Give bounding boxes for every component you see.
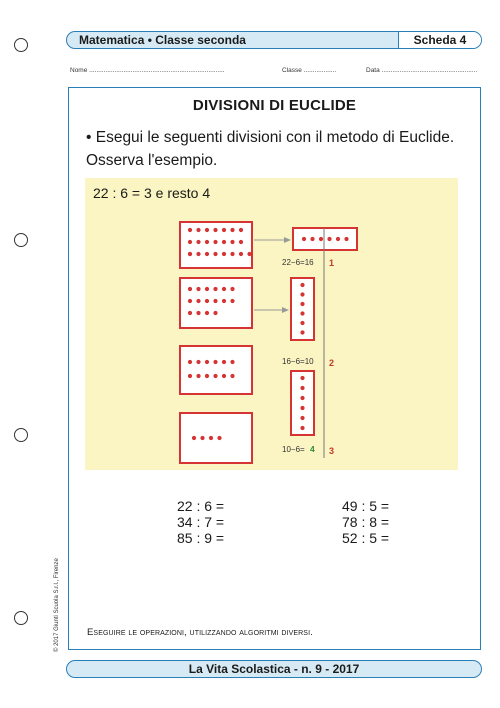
dot xyxy=(213,311,217,315)
exercise-item[interactable]: 22 : 6 = xyxy=(177,498,225,514)
step-count-2: 2 xyxy=(329,358,335,368)
dot xyxy=(239,252,243,256)
dot xyxy=(300,283,304,287)
dots-box-4 xyxy=(180,413,252,463)
example-equation: 22 : 6 = 3 e resto 4 xyxy=(93,185,211,201)
dot xyxy=(196,252,200,256)
dot xyxy=(196,299,200,303)
dot xyxy=(205,299,209,303)
step-result-3: 4 xyxy=(310,444,315,454)
exercises-right xyxy=(342,498,389,546)
dot xyxy=(300,330,304,334)
dot xyxy=(230,360,234,364)
dot xyxy=(188,299,192,303)
sheet-number: Scheda 4 xyxy=(398,32,481,48)
dot xyxy=(222,299,226,303)
exercise-item[interactable]: 85 : 9 = xyxy=(177,530,225,546)
dot xyxy=(205,240,209,244)
dot xyxy=(188,252,192,256)
dot xyxy=(300,321,304,325)
dot xyxy=(205,311,209,315)
dot xyxy=(196,360,200,364)
exercise-item[interactable]: 52 : 5 = xyxy=(342,530,390,546)
dot xyxy=(222,228,226,232)
dot xyxy=(188,360,192,364)
dots-box-10 xyxy=(180,346,252,394)
exercise-item[interactable]: 34 : 7 = xyxy=(177,514,225,530)
dot xyxy=(196,287,200,291)
dot xyxy=(300,292,304,296)
dot xyxy=(300,376,304,380)
dot xyxy=(302,237,306,241)
class-field[interactable]: Classe .................. xyxy=(282,67,337,74)
dot xyxy=(247,252,251,256)
dot xyxy=(230,228,234,232)
dot xyxy=(188,287,192,291)
dot xyxy=(230,299,234,303)
dot xyxy=(196,311,200,315)
step-count-3: 3 xyxy=(329,446,335,456)
dot xyxy=(300,386,304,390)
page-title: DIVISIONI DI EUCLIDE xyxy=(192,97,357,114)
dot xyxy=(188,228,192,232)
step-count-1: 1 xyxy=(329,258,335,268)
arrowhead-1 xyxy=(284,237,291,243)
dot xyxy=(209,436,213,440)
footer-text: La Vita Scolastica - n. 9 - 2017 xyxy=(188,662,360,676)
exercises-left xyxy=(177,498,224,546)
dot xyxy=(213,287,217,291)
dot xyxy=(300,302,304,306)
footnote-text: Eseguire le operazioni, utilizzando algoritmi diversi. xyxy=(87,627,313,638)
dot xyxy=(300,311,304,315)
dot xyxy=(205,228,209,232)
dot xyxy=(310,237,314,241)
step-calc-3: 10−6= xyxy=(282,445,305,454)
dot xyxy=(222,252,226,256)
dot xyxy=(213,240,217,244)
dot xyxy=(327,237,331,241)
dot xyxy=(213,299,217,303)
instruction-text: • Esegui le seguenti divisioni con il metodo di Euclide. Osserva l'esempio. xyxy=(86,129,455,169)
dot xyxy=(213,360,217,364)
dot xyxy=(200,436,204,440)
dot xyxy=(239,228,243,232)
dot xyxy=(230,374,234,378)
dot xyxy=(222,360,226,364)
dot xyxy=(222,240,226,244)
step-calc-2: 16−6=10 xyxy=(282,357,314,366)
dot xyxy=(196,240,200,244)
arrowhead-2 xyxy=(282,307,289,313)
subject-title: Matematica • Classe seconda xyxy=(79,33,246,47)
date-field[interactable]: Data ..................................................... xyxy=(366,67,478,74)
dot xyxy=(217,436,221,440)
dot xyxy=(188,240,192,244)
dot xyxy=(222,287,226,291)
dot xyxy=(188,311,192,315)
footer-bar xyxy=(66,660,482,678)
dot xyxy=(230,252,234,256)
dot xyxy=(300,416,304,420)
dot xyxy=(344,237,348,241)
dot xyxy=(196,228,200,232)
exercise-item[interactable]: 78 : 8 = xyxy=(342,514,390,530)
dot xyxy=(300,426,304,430)
dot xyxy=(192,436,196,440)
dot xyxy=(230,287,234,291)
name-field[interactable]: Nome ........................................................................... xyxy=(70,67,225,74)
dot xyxy=(230,240,234,244)
dot xyxy=(300,396,304,400)
dot xyxy=(188,374,192,378)
dot xyxy=(213,252,217,256)
dot xyxy=(205,360,209,364)
dot xyxy=(205,374,209,378)
dot xyxy=(205,252,209,256)
dot xyxy=(239,240,243,244)
dot xyxy=(222,374,226,378)
copyright-text: © 2017 Giunti Scuola S.r.l., Firenze xyxy=(54,558,60,652)
step-calc-1: 22−6=16 xyxy=(282,258,314,267)
exercise-item[interactable]: 49 : 5 = xyxy=(342,498,390,514)
dot xyxy=(213,228,217,232)
dot xyxy=(205,287,209,291)
dot xyxy=(196,374,200,378)
dot xyxy=(213,374,217,378)
group-box-3 xyxy=(291,371,314,435)
dot xyxy=(319,237,323,241)
dot xyxy=(300,406,304,410)
dot xyxy=(336,237,340,241)
